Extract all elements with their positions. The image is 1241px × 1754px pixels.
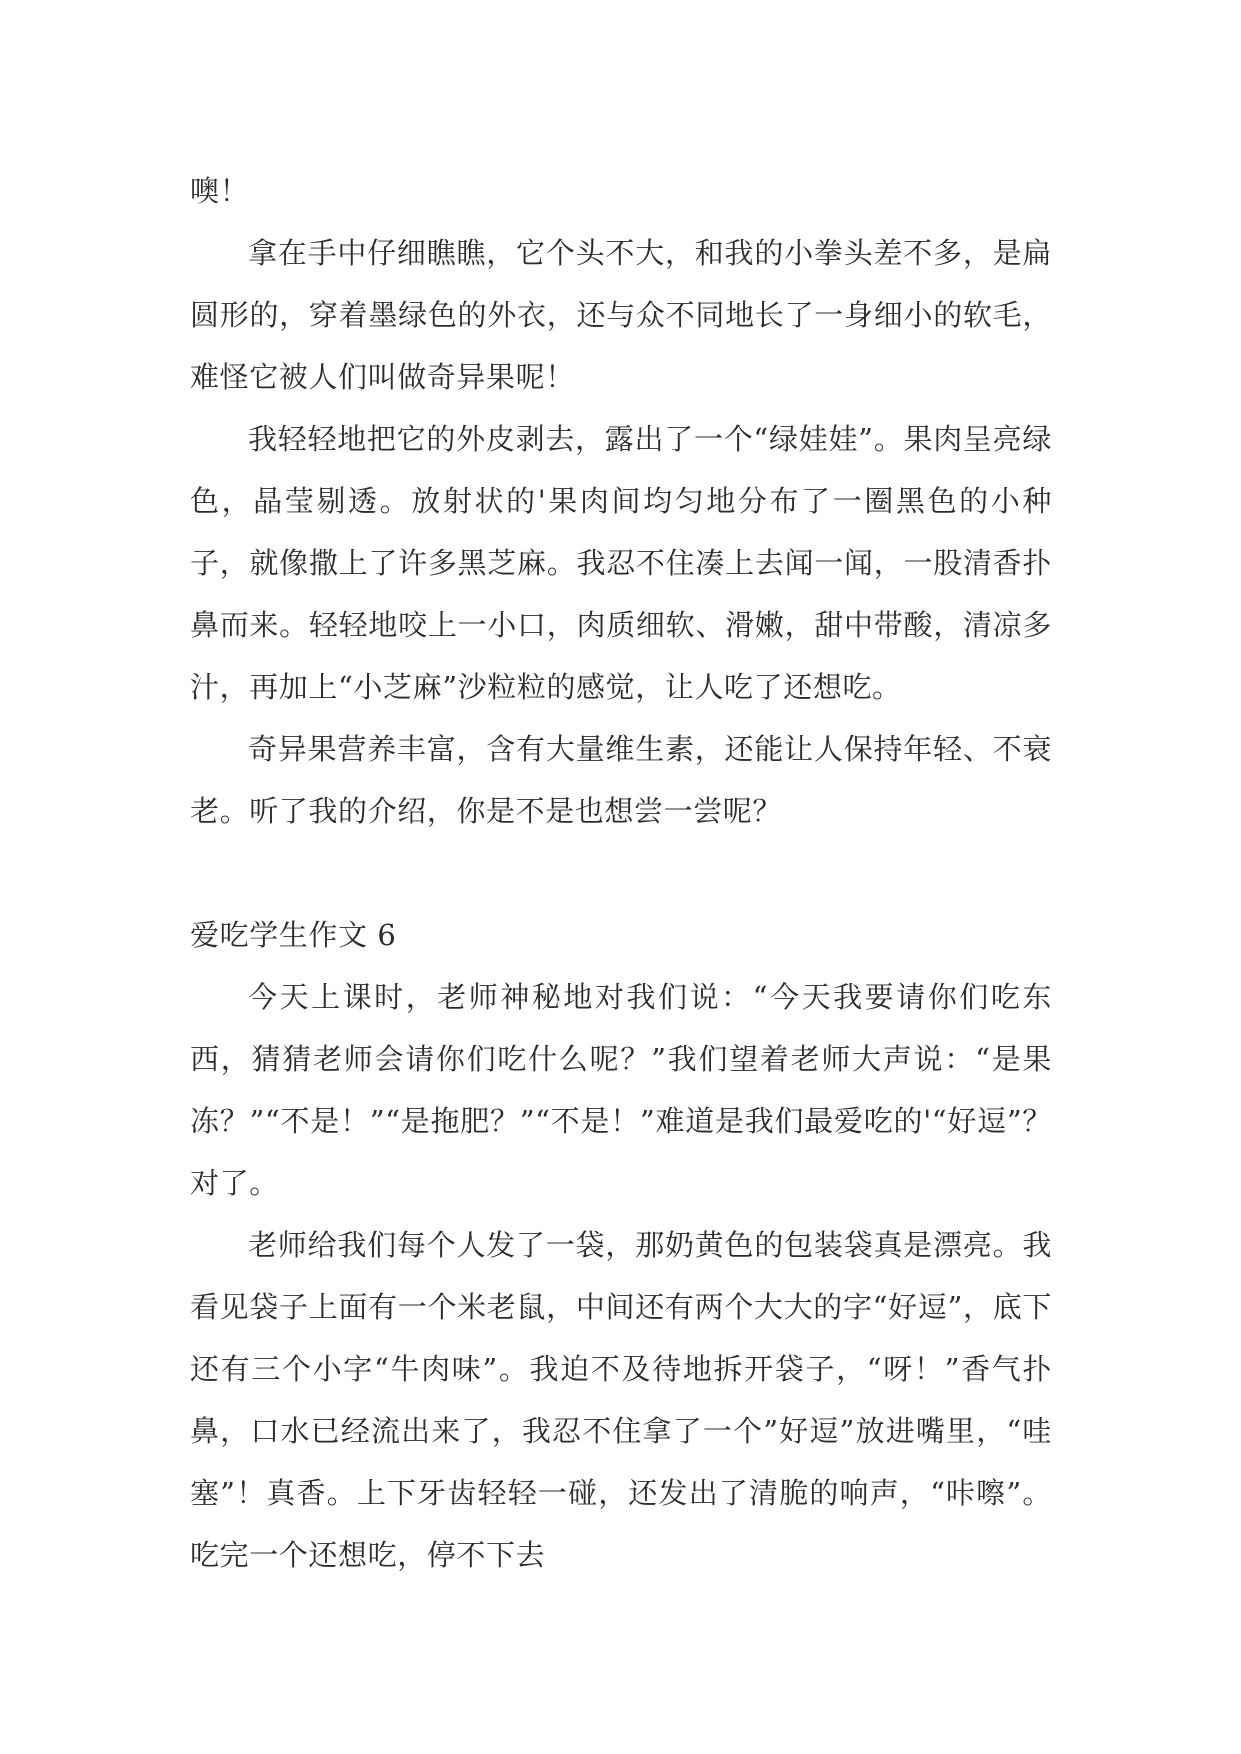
paragraph: 拿在手中仔细瞧瞧，它个头不大，和我的小拳头差不多，是扁圆形的，穿着墨绿色的外衣，还与众不同地长了一身细小的软毛，难怪它被人们叫做奇异果呢！ (190, 236, 1052, 394)
paragraph: 我轻轻地把它的外皮剥去，露出了一个“绿娃娃”。果肉呈亮绿色，晶莹剔透。放射状的'果肉间均匀地分布了一圈黑色的小种子，就像撒上了许多黑芝麻。我忍不住凑上去闻一闻，一股清香扑鼻而来。轻轻地咬上一小口，肉质细软、滑嫩，甜中带酸，清凉多汁，再加上“小芝麻”沙粒粒的感觉，让人吃了还想吃。 (190, 422, 1052, 704)
paragraph: 噢！ (190, 174, 250, 208)
paragraph: 今天上课时，老师神秘地对我们说：“今天我要请你们吃东西，猜猜老师会请你们吃什么呢？”我们望着老师大声说：“是果冻？”“不是！”“是拖肥？”“不是！”难道是我们最爱吃的'“好逗”？对了。 (190, 980, 1052, 1200)
paragraph: 老师给我们每个人发了一袋，那奶黄色的包装袋真是漂亮。我看见袋子上面有一个米老鼠，中间还有两个大大的字“好逗”，底下还有三个小字“牛肉味”。我迫不及待地拆开袋子，“呀！”香气扑鼻，口水已经流出来了，我忍不住拿了一个”好逗”放进嘴里，“哇塞”！真香。上下牙齿轻轻一碰，还发出了清脆的响声，“咔嚓”。吃完一个还想吃，停不下去 (190, 1228, 1052, 1572)
document-body (190, 160, 1052, 1586)
paragraph: 奇异果营养丰富，含有大量维生素，还能让人保持年轻、不衰老。听了我的介绍，你是不是也想尝一尝呢？ (190, 732, 1052, 828)
section-heading: 爱吃学生作文 6 (190, 918, 397, 952)
